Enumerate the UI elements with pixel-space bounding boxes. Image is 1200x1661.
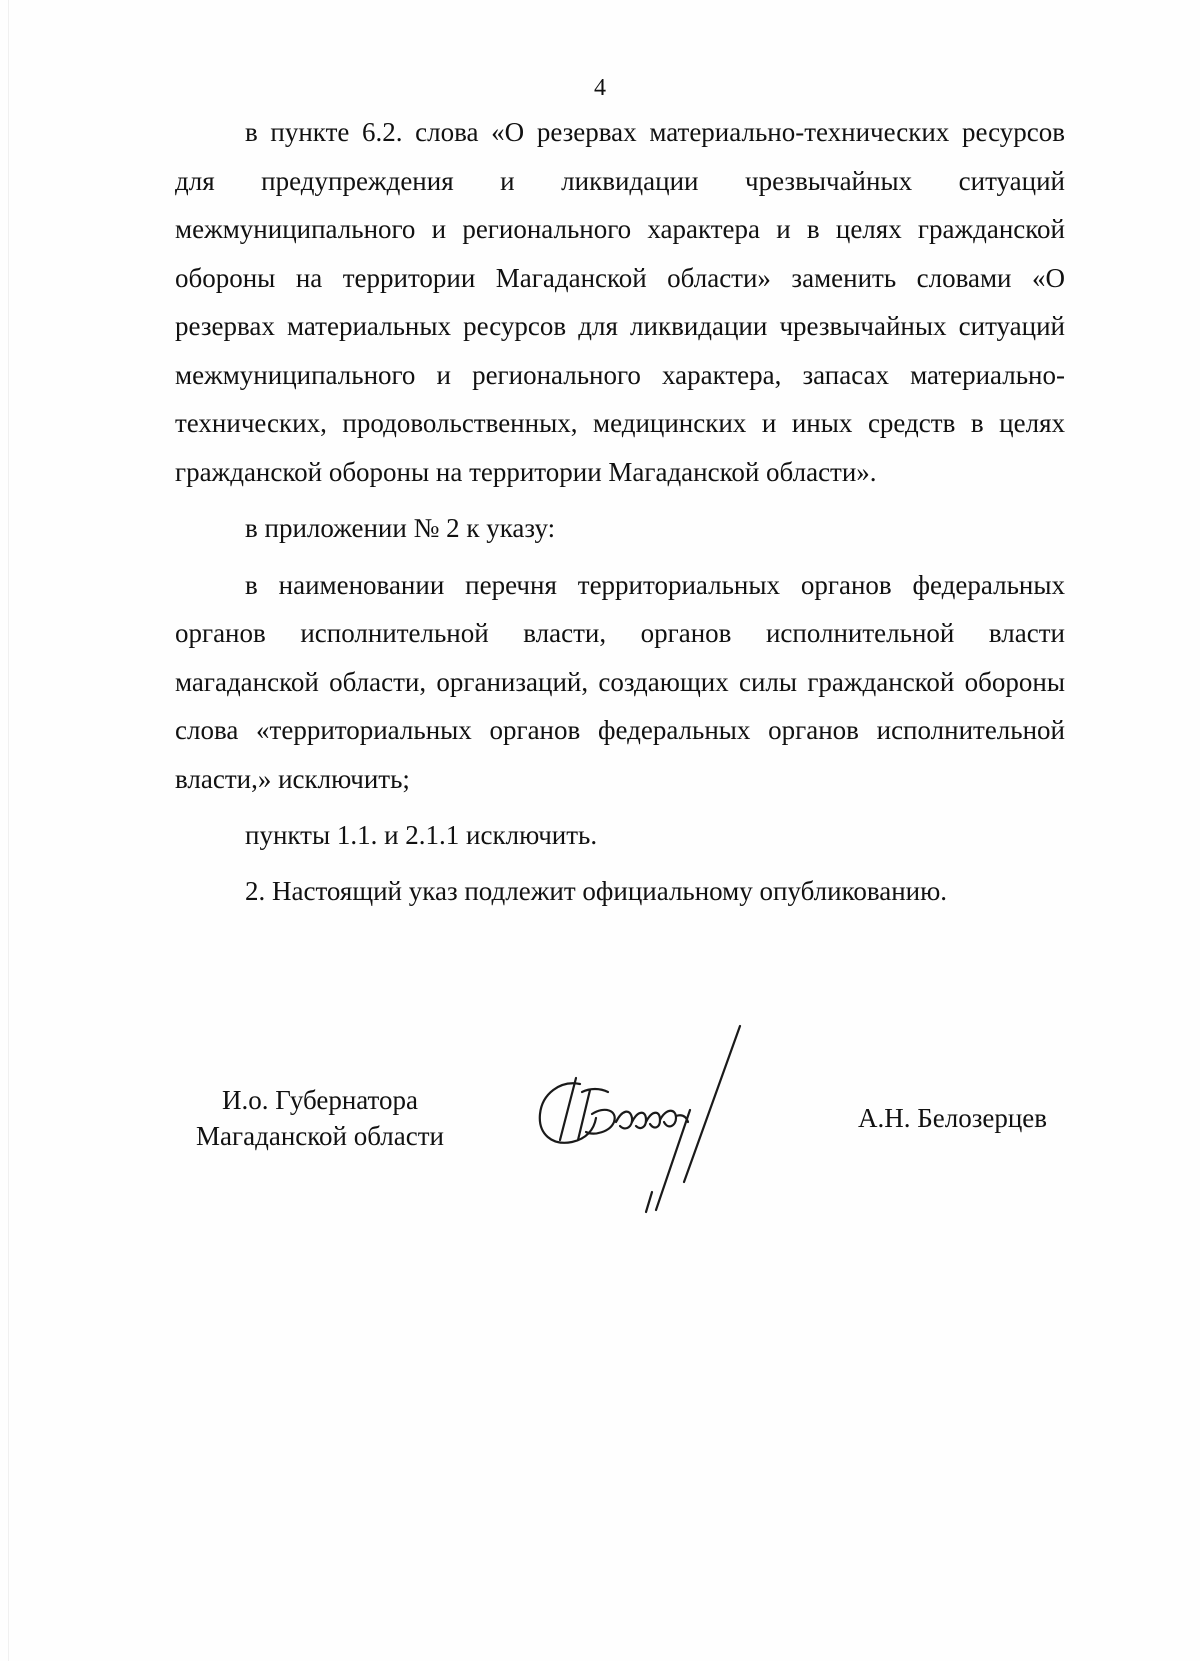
scan-edge-mark xyxy=(8,0,9,1661)
paragraph-list-title-amendment: в наименовании перечня территориальных органов федеральных органов исполнительной власти, органов исполнительной власти магаданской области, организаций, создающих силы гражданской обороны слова «территориальных органов федеральных органов исполнительной власти,» исключить; xyxy=(175,569,1065,794)
handwritten-signature xyxy=(520,1022,780,1222)
paragraph-publication: 2. Настоящий указ подлежит официальному опубликованию. xyxy=(245,875,948,906)
signatory-title-line-1: И.о. Губернатора xyxy=(221,1085,418,1115)
paragraph-items-excluded: пункты 1.1. и 2.1.1 исключить. xyxy=(245,820,598,850)
signature-block xyxy=(0,1082,1200,1232)
page-number: 4 xyxy=(594,75,606,101)
document-body xyxy=(175,108,1065,915)
signatory-name: А.Н. Белозерцев xyxy=(858,1103,1048,1133)
signatory-title xyxy=(180,1082,460,1154)
signatory-title-line-2: Магаданской области xyxy=(196,1121,444,1151)
paragraph-amendment-6-2: в пункте 6.2. слова «О резервах материально-технических ресурсов для предупреждения и ликвидации чрезвычайных ситуаций межмуниципального и регионального характера и в целях гражданской обороны на территории Магаданской области» заменить словами «О резервах материальных ресурсов для ликвидации чрезвычайных ситуаций межмуниципального и регионального характера, запасах материально-технических, продовольственных, медицинских и иных средств в целях гражданской обороны на территории Магаданской области». xyxy=(175,117,1065,487)
paragraph-appendix-2: в приложении № 2 к указу: xyxy=(245,513,556,543)
